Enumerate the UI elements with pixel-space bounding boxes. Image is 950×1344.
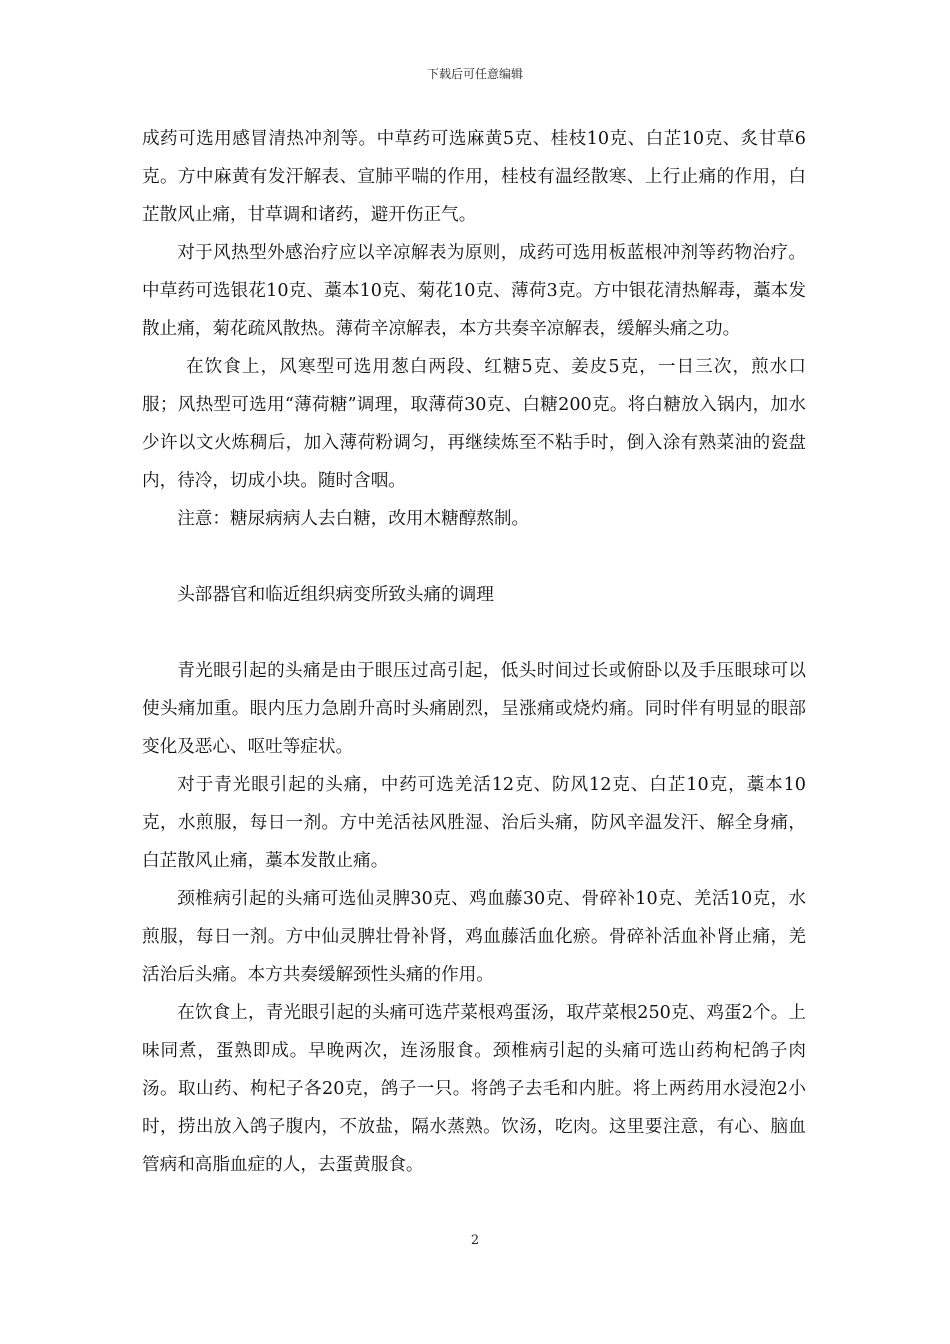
page-header: 下载后可任意编辑 — [426, 67, 523, 81]
page-number: 2 — [470, 1233, 480, 1248]
paragraph-glaucoma-treatment: 对于青光眼引起的头痛，中药可选羌活12克、防风12克、白芷10克，藁本10克，水煎服，每日一剂。方中羌活祛风胜湿、治后头痛，防风辛温发汗、解全身痛，白芷散风止痛，藁本发散止痛。 — [142, 775, 806, 871]
paragraph-glaucoma: 青光眼引起的头痛是由于眼压过高引起，低头时间过长或俯卧以及手压眼球可以使头痛加重。眼内压力急剧升高时头痛剧烈，呈涨痛或烧灼痛。同时伴有明显的眼部变化及恶心、呕吐等症状。 — [142, 661, 806, 757]
paragraph-wind-heat: 对于风热型外感治疗应以辛凉解表为原则，成药可选用板蓝根冲剂等药物治疗。中草药可选银花10克、藁本10克、菊花10克、薄荷3克。方中银花清热解毒，藁本发散止痛，菊花疏风散热。薄荷辛凉解表，本方共奏辛凉解表，缓解头痛之功。 — [142, 243, 806, 339]
section-title: 头部器官和临近组织病变所致头痛的调理 — [177, 585, 494, 605]
paragraph-diet: 在饮食上，风寒型可选用葱白两段、红糖5克、姜皮5克，一日三次，煎水口服；风热型可选用“薄荷糖”调理，取薄荷30克、白糖200克。将白糖放入锅内，加水少许以文火炼稠后，加入薄荷粉调匀，再继续炼至不粘手时，倒入涂有熟菜油的瓷盘内，待冷，切成小块。随时含咽。 — [142, 357, 806, 491]
paragraph-note: 注意：糖尿病病人去白糖，改用木糖醇熬制。 — [177, 509, 530, 529]
document-body — [142, 120, 806, 1184]
paragraph-section-diet: 在饮食上，青光眼引起的头痛可选芹菜根鸡蛋汤，取芹菜根250克、鸡蛋2个。上味同煮，蛋熟即成。早晚两次，连汤服食。颈椎病引起的头痛可选山药枸杞鸽子肉汤。取山药、枸杞子各20克，鸽子一只。将鸽子去毛和内脏。将上两药用水浸泡2小时，捞出放入鸽子腹内，不放盐，隔水蒸熟。饮汤，吃肉。这里要注意，有心、脑血管病和高脂血症的人，去蛋黄服食。 — [142, 1003, 806, 1175]
paragraph-cervical: 颈椎病引起的头痛可选仙灵脾30克、鸡血藤30克、骨碎补10克、羌活10克，水煎服，每日一剂。方中仙灵脾壮骨补肾，鸡血藤活血化瘀。骨碎补活血补肾止痛，羌活治后头痛。本方共奏缓解颈性头痛的作用。 — [142, 889, 806, 985]
paragraph-continuation: 成药可选用感冒清热冲剂等。中草药可选麻黄5克、桂枝10克、白芷10克、炙甘草6克。方中麻黄有发汗解表、宣肺平喘的作用，桂枝有温经散寒、上行止痛的作用，白芷散风止痛，甘草调和诸药，避开伤正气。 — [142, 129, 806, 225]
